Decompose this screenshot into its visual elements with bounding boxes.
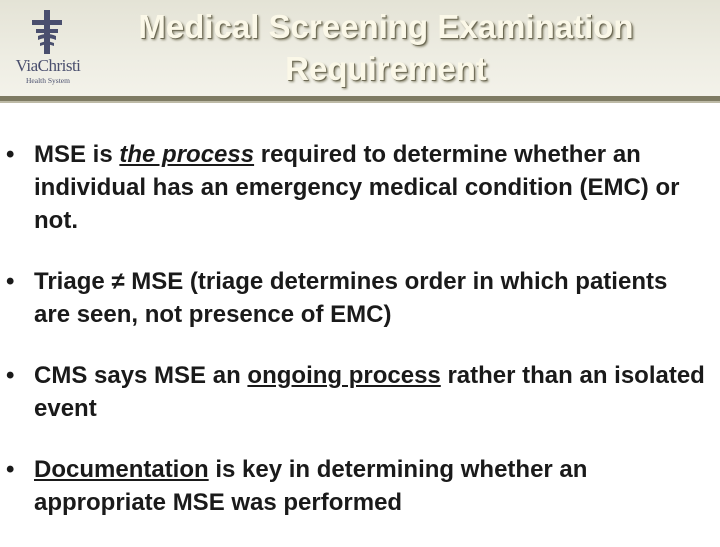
bullet-text: CMS says MSE an (34, 362, 248, 389)
bullet-text: required to determine whether an individual has an emergency medical condition (EMC) or not. (34, 141, 680, 234)
header-divider-light (0, 101, 720, 103)
logo-subtitle: Health System (26, 76, 70, 85)
bullet-text: is key in determining whether an appropriate MSE was performed (34, 456, 588, 516)
bullet-text: rather than an isolated event (34, 362, 705, 422)
bullet-emphasis: the process (119, 141, 255, 168)
bullet-text: MSE is (34, 141, 120, 168)
slide-title (96, 6, 676, 90)
bullet-item-documentation (20, 453, 710, 519)
via-christi-logo (8, 10, 88, 88)
bullet-emphasis: ongoing process (247, 362, 441, 389)
slide-title-line1: Medical Screening Examination (138, 8, 634, 45)
bullet-item-mse-process (20, 138, 710, 237)
slide-title-line2: Requirement (285, 50, 487, 87)
bullet-item-triage (20, 265, 710, 331)
cross-icon (30, 10, 64, 54)
bullet-text: Triage ≠ MSE (triage determines order in which patients are seen, not presence of EMC) (34, 268, 668, 328)
bullet-item-cms (20, 359, 710, 425)
bullet-emphasis: Documentation (34, 456, 209, 483)
logo-name: ViaChristi (15, 56, 81, 75)
bullet-list (20, 138, 710, 547)
